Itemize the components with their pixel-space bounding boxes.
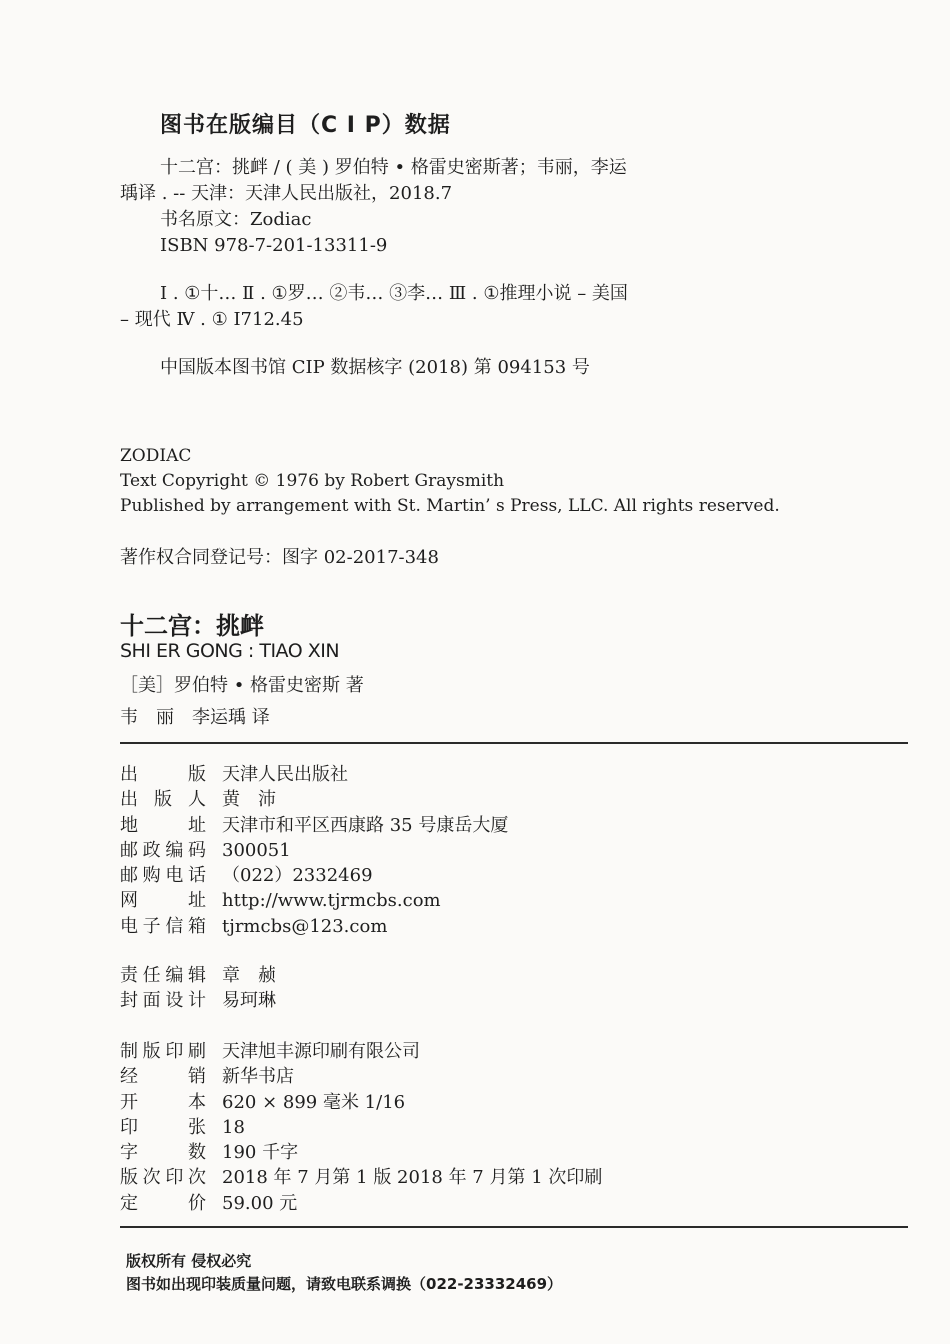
info-label-char: 责 — [120, 965, 138, 986]
info-label-char: 任 — [142, 965, 161, 986]
info-label — [120, 1115, 206, 1140]
info-row — [120, 1165, 820, 1190]
info-value: tjrmcbs@123.com — [222, 915, 388, 937]
info-value: （022）2332469 — [222, 865, 373, 887]
book-author: ［美］罗伯特 • 格雷史密斯 著 — [120, 675, 364, 696]
info-label-char: 出 — [120, 789, 138, 811]
info-row — [120, 1090, 820, 1115]
info-label-char: 开 — [120, 1091, 138, 1113]
info-label-char: 版 — [154, 789, 172, 811]
quality-notice: 图书如出现印装质量问题，请致电联系调换（022-23332469） — [126, 1275, 563, 1293]
cip-block — [120, 108, 640, 381]
info-label-char: 张 — [188, 1116, 206, 1138]
info-label-char: 购 — [142, 865, 161, 887]
info-label-char: 次 — [142, 1167, 161, 1189]
info-label-char: 版 — [188, 764, 206, 785]
info-label — [120, 1191, 206, 1216]
info-label-char: 设 — [165, 990, 184, 1012]
info-label — [120, 1165, 206, 1190]
info-label-char: 印 — [165, 1167, 184, 1189]
info-value: 18 — [222, 1116, 245, 1138]
cip-number: 中国版本图书馆 CIP 数据核字 (2018) 第 094153 号 — [160, 357, 590, 378]
info-value: 黄 沛 — [222, 789, 276, 811]
cip-title: 图书在版编目（C I P）数据 — [160, 113, 451, 138]
info-label — [120, 762, 206, 787]
info-label — [120, 988, 206, 1013]
print-info — [120, 1039, 820, 1216]
info-label-char: 数 — [188, 1142, 206, 1164]
info-label-char: 封 — [120, 990, 138, 1012]
info-row — [120, 914, 820, 939]
info-label-char: 印 — [120, 1116, 138, 1138]
info-label — [120, 838, 206, 863]
info-label-char: 次 — [187, 1167, 206, 1189]
info-value: 59.00 元 — [222, 1192, 298, 1214]
info-label-char: 子 — [142, 915, 161, 937]
info-label-char: 出 — [120, 764, 138, 785]
info-row — [120, 1064, 820, 1089]
info-row — [120, 988, 820, 1013]
editor-info — [120, 963, 820, 1014]
info-row — [120, 1039, 820, 1064]
info-label-char: 邮 — [120, 865, 138, 887]
info-label — [120, 813, 206, 838]
rights-block — [120, 444, 800, 519]
info-value: 天津旭丰源印刷有限公司 — [222, 1041, 420, 1062]
info-label — [120, 863, 206, 888]
info-row — [120, 838, 820, 863]
registration-number: 著作权合同登记号：图字 02-2017-348 — [120, 547, 439, 568]
info-label — [120, 1039, 206, 1064]
info-value: 新华书店 — [222, 1066, 294, 1088]
info-label — [120, 963, 206, 988]
info-value: 300051 — [222, 839, 291, 861]
info-label — [120, 1064, 206, 1089]
arrangement-line: Published by arrangement with St. Martin’ s Press, LLC. All rights reserved. — [120, 496, 780, 516]
info-label-char: 印 — [165, 1041, 184, 1062]
info-label-char: 码 — [187, 839, 206, 861]
info-label-char: 箱 — [187, 915, 206, 937]
cip-classification: Ⅰ . ①十… Ⅱ . ①罗… ②韦… ③李… Ⅲ . ①推理小说 – 美国 – 现代 Ⅳ . ① I712.45 — [120, 283, 628, 330]
info-label-char: 销 — [188, 1066, 206, 1088]
info-label-char: 网 — [120, 890, 138, 912]
footer-notice — [126, 1250, 562, 1296]
copyright-line: Text Copyright © 1976 by Robert Graysmith — [120, 471, 505, 491]
info-label — [120, 914, 206, 939]
info-label-char: 编 — [165, 965, 184, 986]
info-label-char: 话 — [187, 865, 206, 887]
divider-bottom — [120, 1226, 908, 1228]
info-label-char: 电 — [165, 865, 184, 887]
publisher-info — [120, 762, 820, 939]
info-value: 620 × 899 毫米 1/16 — [222, 1091, 406, 1113]
info-label — [120, 787, 206, 812]
info-label-char: 邮 — [120, 839, 138, 861]
info-value: 190 千字 — [222, 1142, 299, 1164]
divider-top — [120, 742, 908, 744]
info-label-char: 信 — [165, 915, 184, 937]
info-label-char: 人 — [188, 789, 206, 811]
info-value: 天津人民出版社 — [222, 764, 348, 785]
info-label-char: 制 — [120, 1041, 138, 1062]
info-label-char: 面 — [142, 990, 161, 1012]
info-label — [120, 1090, 206, 1115]
info-label — [120, 1140, 206, 1165]
info-row — [120, 1115, 820, 1140]
info-row — [120, 1191, 820, 1216]
info-row — [120, 762, 820, 787]
info-value: 易珂琳 — [222, 990, 276, 1012]
info-label-char: 本 — [188, 1091, 206, 1113]
info-row — [120, 787, 820, 812]
info-label-char: 址 — [188, 890, 206, 912]
info-row — [120, 813, 820, 838]
info-value: 2018 年 7 月第 1 版 2018 年 7 月第 1 次印刷 — [222, 1167, 603, 1189]
info-label-char: 编 — [165, 839, 184, 861]
book-translator: 韦 丽 李运瑀 译 — [120, 707, 270, 728]
info-label-char: 地 — [120, 814, 138, 836]
book-title: 十二宫：挑衅 — [120, 611, 264, 640]
info-label — [120, 888, 206, 913]
info-label-char: 定 — [120, 1192, 138, 1214]
cip-entry: 十二宫：挑衅 / ( 美 ) 罗伯特 • 格雷史密斯著；韦丽，李运瑀译 . -- 天津：天津人民出版社，2018.7 — [120, 157, 627, 204]
cip-isbn: ISBN 978-7-201-13311-9 — [160, 235, 388, 256]
original-title: ZODIAC — [120, 446, 192, 466]
info-label-char: 价 — [188, 1192, 206, 1214]
book-pinyin: SHI ER GONG : TIAO XIN — [120, 640, 340, 662]
info-label-char: 电 — [120, 915, 138, 937]
info-value: http://www.tjrmcbs.com — [222, 890, 441, 912]
info-label-char: 辑 — [187, 965, 206, 986]
info-label-char: 版 — [120, 1167, 138, 1189]
info-row — [120, 863, 820, 888]
info-label-char: 经 — [120, 1066, 138, 1088]
info-label-char: 址 — [188, 814, 206, 836]
info-value: 天津市和平区西康路 35 号康岳大厦 — [222, 814, 509, 836]
info-value: 章 赪 — [222, 965, 276, 986]
rights-reserved: 版权所有 侵权必究 — [126, 1252, 252, 1270]
info-label-char: 政 — [142, 839, 161, 861]
info-label-char: 字 — [120, 1142, 138, 1164]
info-row — [120, 1140, 820, 1165]
info-row — [120, 888, 820, 913]
cip-original-title: 书名原文：Zodiac — [160, 209, 312, 230]
info-row — [120, 963, 820, 988]
info-label-char: 版 — [142, 1041, 161, 1062]
info-label-char: 计 — [187, 990, 206, 1012]
info-label-char: 刷 — [187, 1041, 206, 1062]
